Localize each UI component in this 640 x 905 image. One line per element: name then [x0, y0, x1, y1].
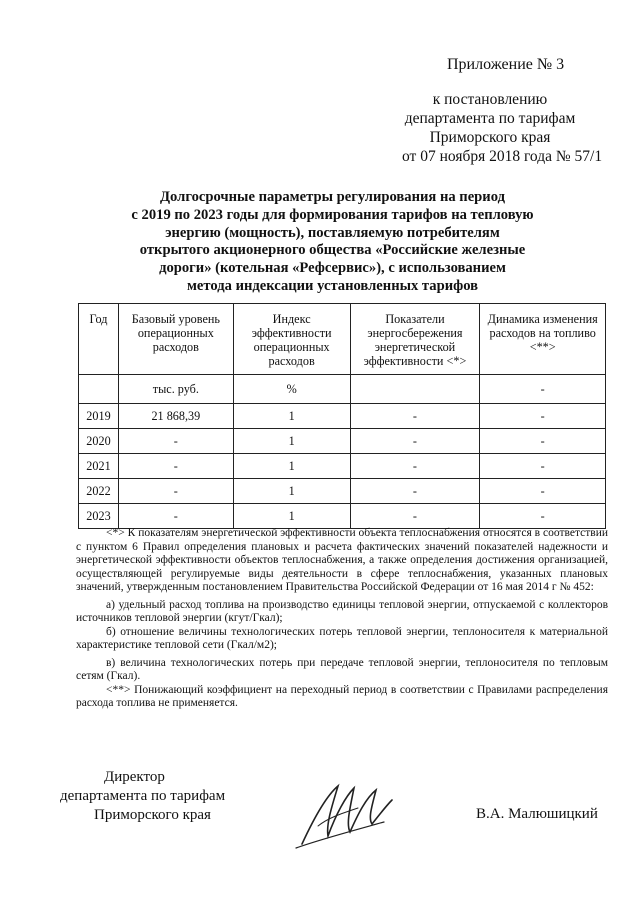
table-cell: 2021 — [79, 454, 119, 479]
table-row — [79, 504, 606, 529]
title-line: с 2019 по 2023 годы для формирования тарифов на тепловую — [131, 206, 534, 223]
table-cell: тыс. руб. — [118, 375, 233, 404]
reference-line: к постановлению — [432, 91, 548, 108]
table-cell: 1 — [233, 404, 350, 429]
table-cell: 1 — [233, 454, 350, 479]
table-cell: - — [118, 479, 233, 504]
reference-line: Приморского края — [429, 129, 551, 146]
table-cell: - — [350, 429, 480, 454]
table-cell: 1 — [233, 429, 350, 454]
table-row — [79, 479, 606, 504]
title-line: дороги» (котельная «Рефсервис»), с использованием — [159, 260, 506, 277]
table-cell: - — [480, 504, 606, 529]
document-title — [105, 189, 560, 296]
handwritten-signature — [288, 778, 398, 850]
position-line: Приморского края — [94, 807, 211, 823]
table-row — [79, 404, 606, 429]
decree-reference — [402, 90, 603, 166]
table-cell: 1 — [233, 479, 350, 504]
table-cell — [350, 375, 480, 404]
table-cell: - — [480, 454, 606, 479]
table-cell: - — [118, 429, 233, 454]
table-cell: 1 — [233, 504, 350, 529]
position-line: Директор — [104, 769, 165, 785]
reference-line: от 07 ноября 2018 года № 57/1 — [402, 148, 603, 165]
position-line: департамента по тарифам — [60, 788, 226, 804]
title-line: открытого акционерного общества «Российские железные — [139, 242, 526, 259]
table-cell: - — [350, 504, 480, 529]
table-cell: - — [118, 454, 233, 479]
signer-name: В.А. Малюшицкий — [476, 806, 598, 822]
parameters-table — [78, 303, 606, 529]
table-cell: 2019 — [79, 404, 119, 429]
table-cell: - — [350, 404, 480, 429]
header-efficiency-index: Индекс эффективности операционных расходов — [233, 304, 350, 375]
reference-line: департамента по тарифам — [404, 110, 576, 127]
table-header-row — [79, 304, 606, 375]
footnote-paragraph: б) отношение величины технологических потерь тепловой энергии, теплоносителя к материальной характеристике тепловой сети (Гкал/м2); — [76, 625, 608, 651]
header-year: Год — [79, 304, 119, 375]
header-base-opex: Базовый уровень операционных расходов — [118, 304, 233, 375]
header-energy-saving: Показатели энергосбережения энергетической эффективности <*> — [350, 304, 480, 375]
table-cell: - — [350, 454, 480, 479]
footnotes — [76, 527, 608, 711]
table-row — [79, 454, 606, 479]
table-cell: - — [480, 404, 606, 429]
footnote-paragraph: а) удельный расход топлива на производство единицы тепловой энергии, отпускаемой с коллекторов источников тепловой энергии (кгут/Гкал); — [76, 598, 608, 624]
header-fuel-dynamics: Динамика изменения расходов на топливо <**> — [480, 304, 606, 375]
table-cell: 2022 — [79, 479, 119, 504]
table-cell: 2020 — [79, 429, 119, 454]
table-cell: 2023 — [79, 504, 119, 529]
footnote-paragraph: <*> К показателям энергетической эффективности объекта теплоснабжения относятся в соответствии с пунктом 6 Правил определения плановых и расчета фактических значений показателей надежности и энергетической эффективности объектов теплоснабжения, а также определения достижения организацией, осуществляющей регулируемые виды деятельности в сфере теплоснабжения, указанных плановых значений, утвержденным постановлением Правительства Российской Федерации от 16 мая 2014 г № 452: — [76, 527, 608, 593]
table-row — [79, 429, 606, 454]
footnote-paragraph: <**> Понижающий коэффициент на переходный период в соответствии с Правилами распределения расхода топлива не применяется. — [76, 683, 608, 709]
signatory-position — [60, 768, 225, 825]
table-cell: - — [350, 479, 480, 504]
table-cell: - — [118, 504, 233, 529]
title-line: метода индексации установленных тарифов — [186, 277, 479, 294]
table-cell — [79, 375, 119, 404]
table-cell: - — [480, 429, 606, 454]
table-cell: - — [480, 375, 606, 404]
annex-number: Приложение № 3 — [447, 56, 565, 73]
table-cell: % — [233, 375, 350, 404]
table-cell: - — [480, 479, 606, 504]
footnote-paragraph: в) величина технологических потерь при передаче тепловой энергии, теплоносителя по тепловым сетям (Гкал). — [76, 656, 608, 682]
title-line: энергию (мощность), поставляемую потребителям — [165, 224, 500, 241]
table-cell: 21 868,39 — [118, 404, 233, 429]
title-line: Долгосрочные параметры регулирования на период — [160, 189, 505, 205]
units-row — [79, 375, 606, 404]
